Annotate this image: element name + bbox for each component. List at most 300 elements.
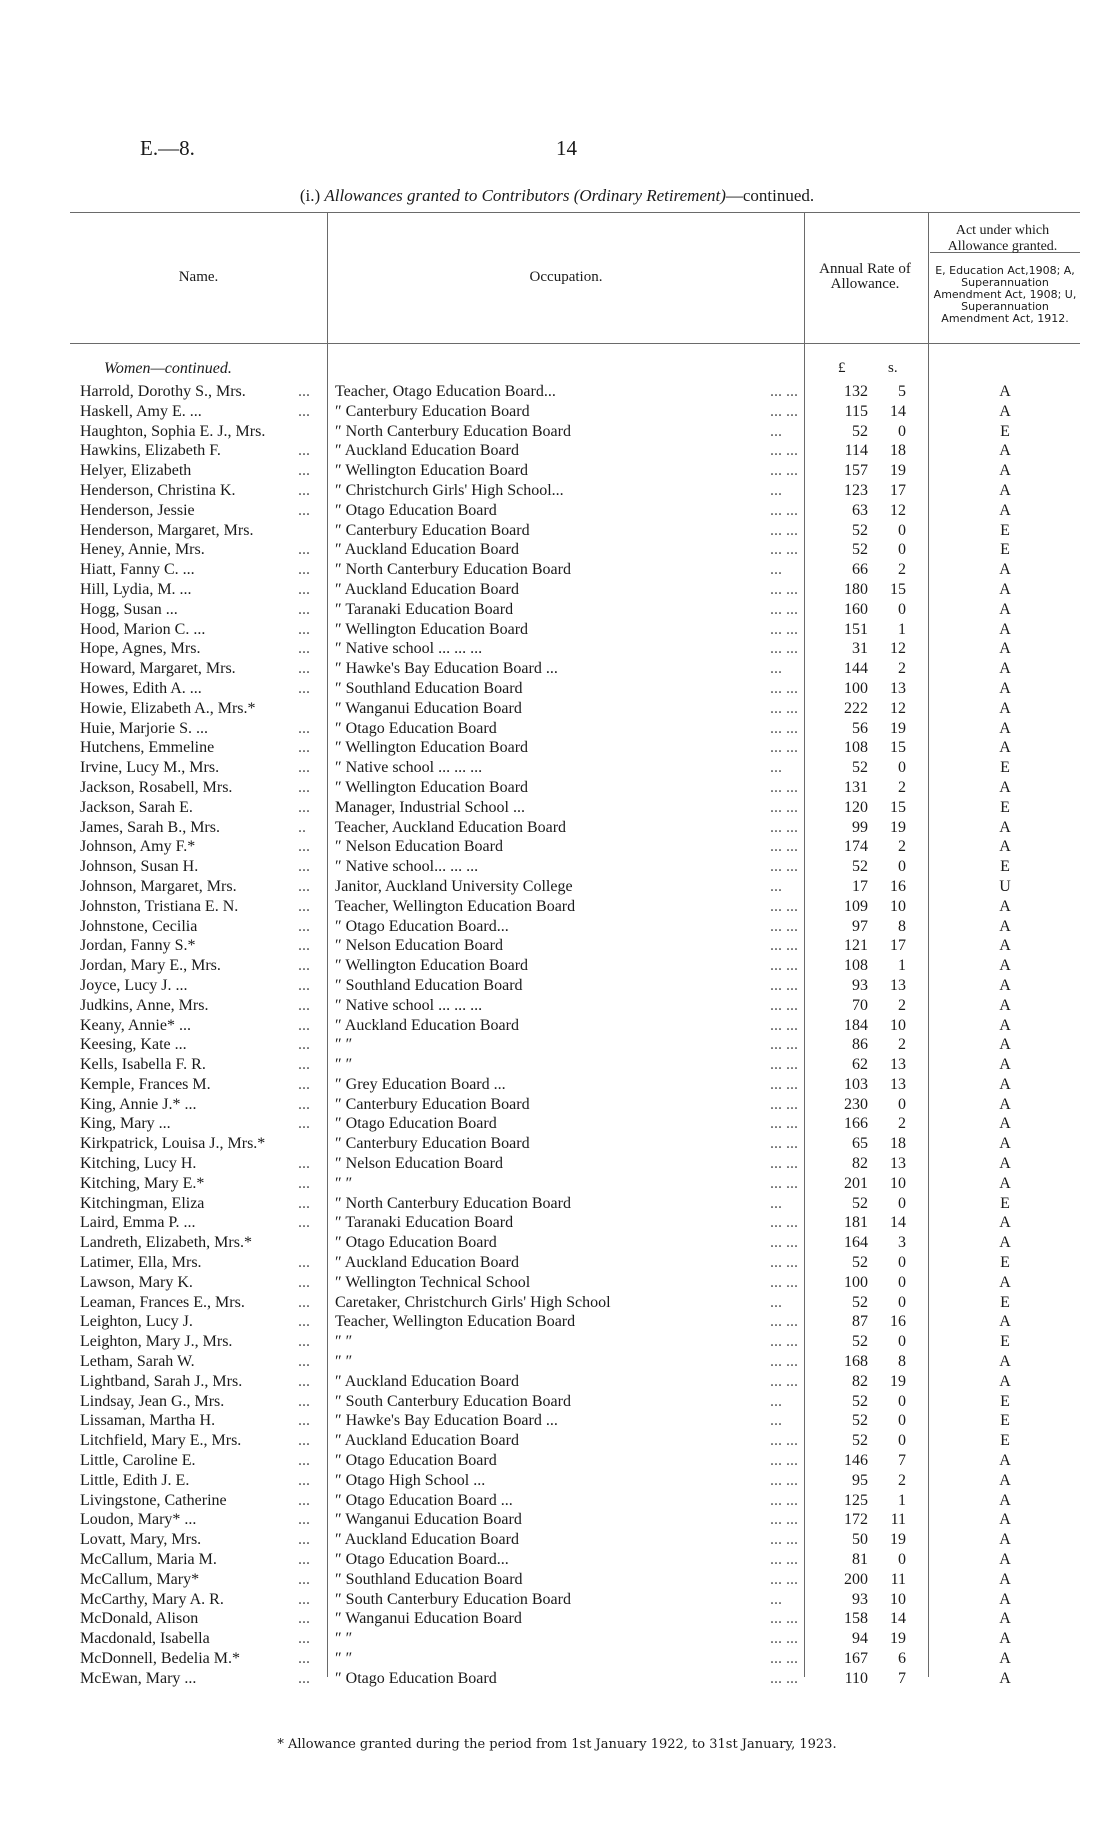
occupation: ″ Hawke's Bay Education Board ... [335,1412,558,1430]
allowance-pounds: 109 [844,897,868,915]
act-code: A [999,1273,1011,1291]
allowance-pounds: 82 [852,1155,868,1173]
occupation: ″ Auckland Education Board [335,442,519,460]
occupation-leader-dots: ... ... [770,957,798,975]
occupation: ″ ″ [335,1353,353,1371]
act-code: A [999,679,1011,697]
name-leader-dots: ... [298,1669,310,1687]
occupation-leader-dots: ... ... [770,501,798,519]
occupation: ″ Otago Education Board [335,719,497,737]
occupation: ″ Otago Education Board... [335,917,509,935]
occupation: ″ ″ [335,1333,353,1351]
occupation-leader-dots: ... ... [770,679,798,697]
table-row [0,481,1114,501]
occupation: ″ North Canterbury Education Board [335,561,571,579]
name-leader-dots: ... [298,1630,310,1648]
act-code: A [999,1036,1011,1054]
allowance-pounds: 52 [852,1194,868,1212]
act-code: A [999,1610,1011,1628]
allowance-shillings: 5 [898,383,906,400]
act-code: A [999,1313,1011,1331]
occupation-leader-dots: ... ... [770,897,798,915]
allowance-pounds: 157 [844,462,868,480]
allowance-shillings: 10 [890,1016,906,1034]
name-leader-dots: ... [298,1491,310,1509]
table-row [0,738,1114,758]
allowance-shillings: 0 [898,1392,906,1410]
table-row [0,441,1114,461]
contributor-name: Kitchingman, Eliza [80,1194,205,1212]
act-code: E [1000,798,1010,816]
act-code: A [999,462,1011,480]
name-leader-dots: ... [298,1412,310,1430]
name-leader-dots: ... [298,1016,310,1034]
allowance-pounds: 52 [852,1432,868,1450]
table-row [0,1075,1114,1095]
allowance-pounds: 56 [852,719,868,737]
allowance-shillings: 14 [890,1610,906,1628]
act-code: A [999,719,1011,737]
allowance-pounds: 151 [844,620,868,638]
act-code: E [1000,1432,1010,1450]
contributor-name: McCarthy, Mary A. R. [80,1590,224,1608]
allowance-shillings: 19 [890,1531,906,1549]
contributor-name: Henderson, Jessie [80,501,195,519]
allowance-pounds: 222 [844,699,868,717]
name-leader-dots: ... [298,1115,310,1133]
occupation-leader-dots: ... [770,1194,782,1212]
act-legend: E, Education Act,1908; A, Superannuation Amendment Act, 1908; U, Superannuation Amendment Act, 1912. [933,264,1077,325]
table-row [0,936,1114,956]
allowance-pounds: 81 [852,1551,868,1569]
table-row [0,897,1114,917]
contributor-name: Howard, Margaret, Mrs. [80,660,236,678]
act-code: E [1000,1392,1010,1410]
contributor-name: Hill, Lydia, M. ... [80,580,192,598]
occupation-leader-dots: ... [770,422,782,440]
occupation: ″ Native school ... ... ... [335,759,483,777]
occupation: Teacher, Wellington Education Board [335,1313,576,1331]
allowance-shillings: 7 [898,1669,906,1687]
table-row [0,1451,1114,1471]
act-code: A [999,1155,1011,1173]
allowance-shillings: 13 [890,1155,906,1173]
name-leader-dots: ... [298,1214,310,1232]
occupation-leader-dots: ... ... [770,541,798,559]
allowance-shillings: 19 [890,1630,906,1648]
occupation: ″ South Canterbury Education Board [335,1590,571,1608]
table-row [0,659,1114,679]
act-code: A [999,501,1011,519]
contributor-name: McCallum, Mary* [80,1570,200,1588]
occupation-leader-dots: ... ... [770,1174,798,1192]
allowance-pounds: 52 [852,1412,868,1430]
name-leader-dots: ... [298,1273,310,1291]
allowance-shillings: 16 [890,877,906,895]
occupation-leader-dots: ... [770,561,782,579]
occupation-leader-dots: ... ... [770,1313,798,1331]
occupation: ″ Wanganui Education Board [335,1511,522,1529]
contributor-name: Leaman, Frances E., Mrs. [80,1293,245,1311]
allowance-pounds: 70 [852,996,868,1014]
occupation-leader-dots: ... ... [770,580,798,598]
contributor-name: Kemple, Frances M. [80,1075,211,1093]
occupation: ″ Native school ... ... ... [335,640,483,658]
occupation: ″ South Canterbury Education Board [335,1392,571,1410]
occupation: ″ Otago Education Board [335,1669,497,1687]
occupation-leader-dots: ... ... [770,1056,798,1074]
allowance-pounds: 31 [852,640,868,658]
table-row [0,1134,1114,1154]
table-body [0,382,1114,1689]
occupation: ″ Otago High School ... [335,1471,486,1489]
contributor-name: Lindsay, Jean G., Mrs. [80,1392,225,1410]
act-code: A [999,1551,1011,1569]
name-leader-dots: ... [298,858,310,876]
name-leader-dots: ... [298,1155,310,1173]
occupation: Teacher, Wellington Education Board [335,897,576,915]
occupation: ″ Wellington Education Board [335,620,529,638]
allowance-pounds: 125 [844,1491,868,1509]
occupation-leader-dots: ... [770,877,782,895]
occupation-leader-dots: ... ... [770,402,798,420]
occupation-leader-dots: ... [770,481,782,499]
table-row [0,1431,1114,1451]
occupation: ″ Auckland Education Board [335,1531,519,1549]
occupation-leader-dots: ... ... [770,1432,798,1450]
contributor-name: McEwan, Mary ... [80,1669,197,1687]
name-leader-dots: ... [298,1570,310,1588]
name-leader-dots: ... [298,1590,310,1608]
act-code: A [999,640,1011,658]
name-leader-dots: ... [298,481,310,499]
table-row [0,560,1114,580]
table-row [0,1174,1114,1194]
act-code: E [1000,422,1010,440]
occupation-leader-dots: ... ... [770,620,798,638]
contributor-name: Leighton, Mary J., Mrs. [80,1333,233,1351]
contributor-name: Little, Edith J. E. [80,1471,190,1489]
name-leader-dots: ... [298,1610,310,1628]
act-code: A [999,818,1011,836]
allowance-pounds: 201 [844,1174,868,1192]
occupation-leader-dots: ... ... [770,917,798,935]
occupation: ″ Southland Education Board [335,976,523,994]
allowance-pounds: 52 [852,858,868,876]
occupation: ″ Wellington Education Board [335,957,529,975]
occupation-leader-dots: ... ... [770,1333,798,1351]
table-subtitle [0,186,1114,206]
act-code: E [1000,1194,1010,1212]
name-leader-dots: ... [298,1650,310,1667]
contributor-name: Henderson, Christina K. [80,481,236,499]
act-code: A [999,1115,1011,1133]
occupation-leader-dots: ... ... [770,1669,798,1687]
allowance-shillings: 8 [898,917,906,935]
allowance-shillings: 10 [890,897,906,915]
occupation-leader-dots: ... [770,1590,782,1608]
table-row [0,1016,1114,1036]
allowance-pounds: 180 [844,580,868,598]
act-code: A [999,1650,1011,1667]
allowance-pounds: 132 [844,383,868,400]
occupation-leader-dots: ... ... [770,462,798,480]
allowance-shillings: 0 [898,521,906,539]
name-leader-dots: ... [298,541,310,559]
allowance-pounds: 172 [844,1511,868,1529]
table-row [0,1392,1114,1412]
allowance-shillings: 14 [890,1214,906,1232]
act-code: A [999,383,1011,400]
occupation: ″ ″ [335,1174,353,1192]
act-code: E [1000,858,1010,876]
name-leader-dots: ... [298,383,310,400]
allowance-shillings: 15 [890,798,906,816]
act-code: A [999,1234,1011,1252]
act-code: A [999,957,1011,975]
subtitle-prefix: (i.) [299,186,321,205]
act-code: A [999,660,1011,678]
occupation: ″ Taranaki Education Board [335,600,514,618]
occupation-leader-dots: ... ... [770,1234,798,1252]
occupation: ″ Nelson Education Board [335,838,503,856]
allowance-pounds: 97 [852,917,868,935]
contributor-name: Hood, Marion C. ... [80,620,206,638]
act-code: A [999,778,1011,796]
occupation-leader-dots: ... ... [770,1036,798,1054]
occupation-leader-dots: ... ... [770,1155,798,1173]
contributor-name: Joyce, Lucy J. ... [80,976,188,994]
occupation: ″ Auckland Education Board [335,1254,519,1272]
occupation: ″ Auckland Education Board [335,1016,519,1034]
name-leader-dots: ... [298,1194,310,1212]
occupation-leader-dots: ... ... [770,1075,798,1093]
act-code: U [999,877,1011,895]
contributor-name: Heney, Annie, Mrs. [80,541,205,559]
table-row [0,1669,1114,1689]
section-label: Women—continued. [104,360,232,377]
table-row [0,501,1114,521]
occupation: Manager, Industrial School ... [335,798,525,816]
occupation: ″ Otago Education Board [335,1115,497,1133]
occupation-leader-dots: ... ... [770,383,798,400]
page-code: E.—8. [140,136,195,160]
act-code: A [999,481,1011,499]
occupation: ″ Hawke's Bay Education Board ... [335,660,558,678]
occupation: ″ Auckland Education Board [335,1432,519,1450]
contributor-name: Jordan, Fanny S.* [80,937,196,955]
allowance-pounds: 103 [844,1075,868,1093]
allowance-shillings: 16 [890,1313,906,1331]
allowance-pounds: 50 [852,1531,868,1549]
contributor-name: Lightband, Sarah J., Mrs. [80,1372,243,1390]
allowance-pounds: 168 [844,1353,868,1371]
occupation: ″ Canterbury Education Board [335,521,530,539]
contributor-name: Helyer, Elizabeth [80,462,192,480]
allowance-shillings: 0 [898,1551,906,1569]
name-leader-dots: ... [298,838,310,856]
allowance-pounds: 52 [852,1333,868,1351]
contributor-name: Kirkpatrick, Louisa J., Mrs.* [80,1135,266,1153]
occupation: Caretaker, Christchurch Girls' High School [335,1293,611,1311]
allowance-pounds: 174 [844,838,868,856]
occupation: ″ Wellington Education Board [335,462,529,480]
allowance-pounds: 184 [844,1016,868,1034]
contributor-name: Loudon, Mary* ... [80,1511,197,1529]
allowance-shillings: 0 [898,422,906,440]
allowance-shillings: 19 [890,719,906,737]
allowance-pounds: 115 [844,402,868,420]
contributor-name: Little, Caroline E. [80,1452,196,1470]
table-row [0,1035,1114,1055]
allowance-shillings: 6 [898,1650,906,1667]
allowance-pounds: 160 [844,600,868,618]
name-leader-dots: ... [298,1174,310,1192]
name-leader-dots: ... [298,402,310,420]
act-code: A [999,1491,1011,1509]
table-row [0,699,1114,719]
allowance-pounds: 108 [844,957,868,975]
occupation-leader-dots: ... ... [770,996,798,1014]
occupation-leader-dots: ... ... [770,739,798,757]
table-row [0,540,1114,560]
contributor-name: Haughton, Sophia E. J., Mrs. [80,422,266,440]
table-row [0,857,1114,877]
occupation: ″ Otago Education Board [335,1452,497,1470]
allowance-shillings: 11 [890,1570,906,1588]
allowance-shillings: 13 [890,1056,906,1074]
act-code: E [1000,1412,1010,1430]
allowance-shillings: 10 [890,1174,906,1192]
allowance-shillings: 18 [890,1135,906,1153]
allowance-pounds: 87 [852,1313,868,1331]
allowance-pounds: 82 [852,1372,868,1390]
contributor-name: Letham, Sarah W. [80,1353,195,1371]
name-leader-dots: ... [298,976,310,994]
table-row [0,402,1114,422]
occupation: ″ Otago Education Board... [335,1551,509,1569]
name-leader-dots: ... [298,1531,310,1549]
occupation: ″ Taranaki Education Board [335,1214,514,1232]
allowance-shillings: 1 [898,1491,906,1509]
allowance-pounds: 65 [852,1135,868,1153]
allowance-pounds: 66 [852,561,868,579]
allowance-shillings: 1 [898,957,906,975]
contributor-name: Johnson, Amy F.* [80,838,196,856]
allowance-shillings: 2 [898,561,906,579]
allowance-shillings: 0 [898,1333,906,1351]
act-code: A [999,1669,1011,1687]
occupation-leader-dots: ... ... [770,600,798,618]
pounds-unit: £ [838,360,846,376]
allowance-pounds: 200 [844,1570,868,1588]
allowance-shillings: 13 [890,1075,906,1093]
occupation-leader-dots: ... ... [770,699,798,717]
name-leader-dots: ... [298,620,310,638]
name-leader-dots: ... [298,501,310,519]
allowance-pounds: 131 [844,778,868,796]
act-code: A [999,1056,1011,1074]
occupation-leader-dots: ... [770,1293,782,1311]
allowance-shillings: 0 [898,1254,906,1272]
occupation-leader-dots: ... ... [770,1650,798,1667]
occupation: ″ Wellington Education Board [335,778,529,796]
table-row [0,956,1114,976]
occupation-leader-dots: ... ... [770,1254,798,1272]
occupation-leader-dots: ... ... [770,1471,798,1489]
occupation: ″ Otago Education Board [335,501,497,519]
act-code: A [999,1511,1011,1529]
name-leader-dots: ... [298,1075,310,1093]
allowance-pounds: 52 [852,1254,868,1272]
allowance-shillings: 12 [890,699,906,717]
allowance-shillings: 13 [890,976,906,994]
contributor-name: King, Mary ... [80,1115,171,1133]
contributor-name: McDonald, Alison [80,1610,199,1628]
table-row [0,1609,1114,1629]
act-code: A [999,996,1011,1014]
contributor-name: James, Sarah B., Mrs. [80,818,220,836]
act-code: A [999,442,1011,460]
occupation: Teacher, Otago Education Board... [335,383,556,400]
occupation-leader-dots: ... ... [770,1531,798,1549]
occupation: ″ Native school ... ... ... [335,996,483,1014]
contributor-name: Hope, Agnes, Mrs. [80,640,201,658]
act-code: A [999,1135,1011,1153]
allowance-shillings: 0 [898,1194,906,1212]
allowance-pounds: 144 [844,660,868,678]
name-leader-dots: ... [298,660,310,678]
occupation: ″ ″ [335,1036,353,1054]
allowance-shillings: 0 [898,1095,906,1113]
occupation: ″ Otago Education Board [335,1234,497,1252]
table-row [0,1411,1114,1431]
name-leader-dots: ... [298,1392,310,1410]
table-row [0,600,1114,620]
act-code: A [999,600,1011,618]
allowance-shillings: 2 [898,1115,906,1133]
act-code: A [999,917,1011,935]
name-leader-dots: ... [298,917,310,935]
occupation-leader-dots: ... ... [770,838,798,856]
allowance-pounds: 181 [844,1214,868,1232]
allowance-shillings: 2 [898,838,906,856]
allowance-pounds: 158 [844,1610,868,1628]
contributor-name: Livingstone, Catherine [80,1491,227,1509]
occupation: ″ Canterbury Education Board [335,402,530,420]
contributor-name: Keesing, Kate ... [80,1036,187,1054]
allowance-pounds: 52 [852,759,868,777]
contributor-name: Landreth, Elizabeth, Mrs.* [80,1234,252,1252]
contributor-name: McCallum, Maria M. [80,1551,217,1569]
table-row [0,1570,1114,1590]
occupation-leader-dots: ... [770,660,782,678]
act-code: A [999,699,1011,717]
act-code: A [999,976,1011,994]
name-leader-dots: ... [298,1293,310,1311]
name-leader-dots: ... [298,580,310,598]
contributor-name: Johnson, Susan H. [80,858,199,876]
act-code: E [1000,541,1010,559]
act-code: E [1000,1254,1010,1272]
occupation: ″ Southland Education Board [335,679,523,697]
name-leader-dots: ... [298,1313,310,1331]
contributor-name: Hawkins, Elizabeth F. [80,442,221,460]
allowance-shillings: 0 [898,1432,906,1450]
table-row [0,719,1114,739]
allowance-pounds: 114 [844,442,868,460]
allowance-pounds: 52 [852,422,868,440]
